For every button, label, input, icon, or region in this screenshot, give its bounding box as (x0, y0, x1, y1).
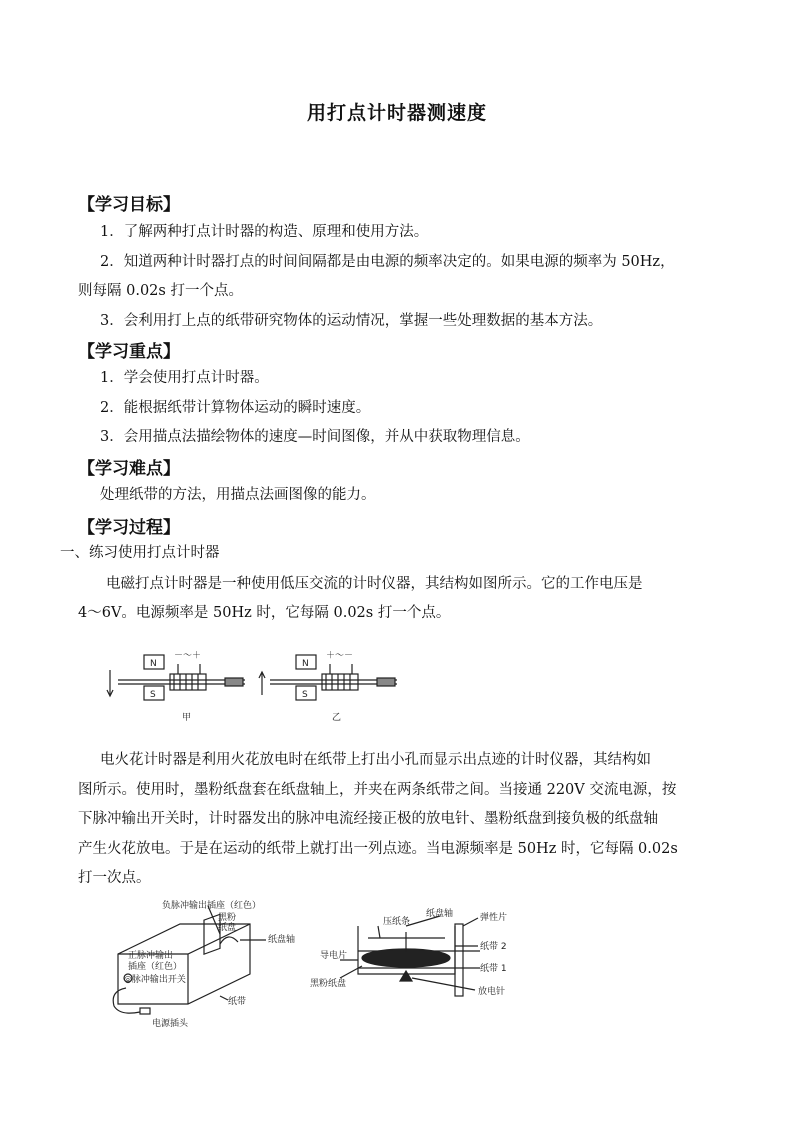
goal-item-2: 2．知道两种计时器打点的时间间隔都是由电源的频率决定的。如果电源的频率为 50Hz， (100, 254, 675, 270)
goal-item-3: 3．会利用打上点的纸带研究物体的运动情况，掌握一些处理数据的基本方法。 (100, 313, 603, 329)
key-point-1: 1．学会使用打点计时器。 (100, 370, 269, 386)
process-heading: 【学习过程】 (78, 518, 180, 538)
para1-line-2: 4～6V。电源频率是 50Hz 时，它每隔 0.02s 打一个点。 (78, 605, 451, 621)
label-disc-axis-r: 纸盘轴 (426, 909, 454, 919)
label-spring: 弹性片 (480, 913, 508, 923)
label-tape2: 纸带 2 (480, 942, 507, 952)
fig1-left-signs: －～＋ (174, 651, 202, 661)
key-point-3: 3．会用描点法描绘物体的速度—时间图像，并从中获取物理信息。 (100, 429, 530, 445)
label-conductor: 导电片 (320, 951, 348, 961)
electromagnetic-timer-figure (100, 640, 410, 730)
fig1-right-caption: 乙 (332, 713, 342, 723)
process-subheading: 一、练习使用打点计时器 (60, 545, 220, 561)
para1-line-1: 电磁打点计时器是一种使用低压交流的计时仪器，其结构如图所示。它的工作电压是 (106, 576, 643, 592)
page-title: 用打点计时器测速度 (306, 102, 487, 124)
label-tape: 纸带 (228, 997, 247, 1007)
para2-line-2: 图所示。使用时，墨粉纸盘套在纸盘轴上，并夹在两条纸带之间。当接通 220V 交流电源，按 (78, 782, 677, 798)
label-pos-socket-b: 插座（红色） (128, 962, 183, 972)
fig1-right-pole-n: N (302, 659, 309, 669)
label-plug: 电源插头 (152, 1019, 189, 1029)
spark-timer-figure (100, 896, 530, 1031)
para2-line-5: 打一次点。 (78, 870, 151, 886)
goal-item-2-cont: 则每隔 0.02s 打一个点。 (78, 283, 243, 299)
fig1-right-signs: ＋～－ (326, 651, 354, 661)
key-point-2: 2．能根据纸带计算物体运动的瞬时速度。 (100, 400, 371, 416)
label-needle: 放电针 (478, 987, 506, 997)
label-toner-disc-a: 黑粉 (218, 913, 237, 923)
label-toner-disc-r: 黑粉纸盘 (310, 979, 347, 989)
fig1-left-caption: 甲 (182, 713, 192, 723)
para2-line-3: 下脉冲输出开关时，计时器发出的脉冲电流经接正极的放电针、墨粉纸盘到接负极的纸盘轴 (78, 811, 658, 827)
key-points-heading: 【学习重点】 (78, 342, 180, 362)
fig1-left-pole-s: S (150, 690, 156, 700)
label-disc-axis: 纸盘轴 (268, 935, 296, 945)
difficulty-1: 处理纸带的方法，用描点法画图像的能力。 (100, 487, 376, 503)
fig1-left-pole-n: N (150, 659, 157, 669)
label-toner-disc-b: 纸盘 (218, 923, 237, 933)
para2-line-1: 电火花计时器是利用火花放电时在纸带上打出小孔而显示出点迹的计时仪器，其结构如 (100, 752, 651, 768)
label-pos-socket-a: 正脉冲输出 (128, 951, 174, 961)
label-switch: ◎脉冲输出开关 (124, 975, 186, 985)
goals-heading: 【学习目标】 (78, 195, 180, 215)
goal-item-1: 1．了解两种打点计时器的构造、原理和使用方法。 (100, 224, 429, 240)
para2-line-4: 产生火花放电。于是在运动的纸带上就打出一列点迹。当电源频率是 50Hz 时，它每隔 0.02s (78, 841, 678, 857)
label-press-strip: 压纸条 (383, 917, 411, 927)
label-tape1: 纸带 1 (480, 964, 507, 974)
fig1-right-pole-s: S (302, 690, 308, 700)
label-neg-socket: 负脉冲输出插座（红色） (162, 901, 262, 911)
difficulties-heading: 【学习难点】 (78, 459, 180, 479)
